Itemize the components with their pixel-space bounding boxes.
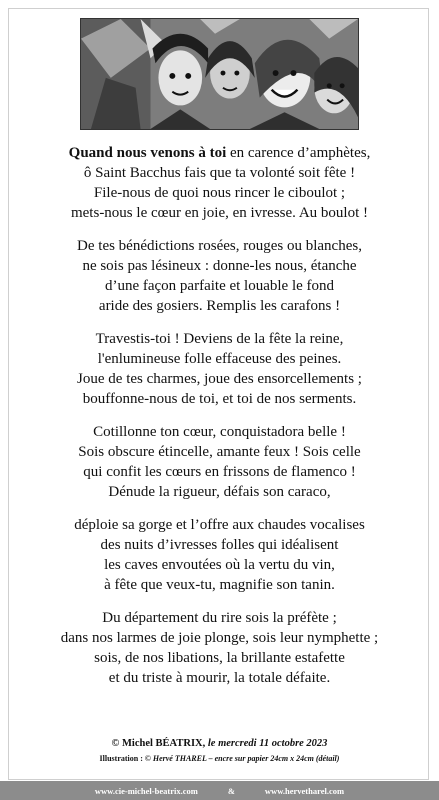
stanza-1 bbox=[0, 143, 439, 223]
poem-line bbox=[0, 143, 439, 163]
poem-line: Joue de tes charmes, joue des ensorcellements ; bbox=[77, 371, 362, 387]
author-credit bbox=[0, 738, 439, 749]
stanza-6 bbox=[0, 608, 439, 688]
poem bbox=[0, 143, 439, 701]
author-name: © Michel BÉATRIX, bbox=[111, 738, 206, 749]
poem-line: De tes bénédictions rosées, rouges ou blanches, bbox=[77, 238, 362, 254]
poem-line: l'enlumineuse folle effaceuse des peines. bbox=[97, 351, 342, 367]
poem-line: Du département du rire sois la préfète ; bbox=[102, 610, 337, 626]
poem-line: Travestis-toi ! Deviens de la fête la reine, bbox=[95, 331, 344, 347]
footer-link-herve-tharel[interactable]: www.hervetharel.com bbox=[264, 785, 345, 796]
poem-line: qui confit les cœurs en frissons de flamenco ! bbox=[83, 464, 356, 480]
poem-line: dans nos larmes de joie plonge, sois leur nymphette ; bbox=[60, 630, 379, 646]
poem-line: mets-nous le cœur en joie, en ivresse. Au boulot ! bbox=[70, 205, 369, 221]
illustration-credit bbox=[0, 754, 439, 763]
stanza-2 bbox=[0, 236, 439, 316]
carnival-faces-illustration bbox=[80, 18, 359, 130]
poem-line: des nuits d’ivresses folles qui idéalisent bbox=[100, 537, 339, 553]
poem-line: à fête que veux-tu, magnifie son tanin. bbox=[104, 577, 335, 593]
poem-line: Cotillonne ton cœur, conquistadora belle ! bbox=[93, 424, 346, 440]
poem-line: déploie sa gorge et l’offre aux chaudes vocalises bbox=[74, 517, 365, 533]
stanza-5 bbox=[0, 515, 439, 595]
footer-separator: & bbox=[227, 785, 235, 796]
poem-line: d’une façon parfaite et louable le fond bbox=[104, 278, 335, 294]
poem-title-emphasis: Quand nous venons à toi bbox=[68, 145, 227, 161]
poem-line: aride des gosiers. Remplis les carafons ! bbox=[98, 298, 341, 314]
author-date: le mercredi 11 octobre 2023 bbox=[207, 738, 328, 749]
poem-line: et du triste à mourir, la totale défaite. bbox=[108, 670, 331, 686]
poem-line: bouffonne-nous de toi, et toi de nos serments. bbox=[82, 391, 357, 407]
poem-line-rest: en carence d’amphètes, bbox=[226, 145, 371, 161]
footer-bar bbox=[0, 781, 439, 800]
illustration-credit-label: Illustration : bbox=[99, 754, 145, 763]
poem-line: ô Saint Bacchus fais que ta volonté soit fête ! bbox=[83, 165, 356, 181]
carnival-faces-illustration-icon bbox=[81, 19, 358, 129]
stanza-3 bbox=[0, 329, 439, 409]
poem-line: File-nous de quoi nous rincer le ciboulot ; bbox=[93, 185, 346, 201]
poem-line: Dénude la rigueur, défais son caraco, bbox=[108, 484, 331, 500]
poem-line: Sois obscure étincelle, amante feux ! Sois celle bbox=[78, 444, 361, 460]
stanza-4 bbox=[0, 422, 439, 502]
poem-line: les caves envoutées où la vertu du vin, bbox=[104, 557, 335, 573]
poem-line: ne sois pas lésineux : donne-les nous, étanche bbox=[82, 258, 357, 274]
footer-link-michel-beatrix[interactable]: www.cie-michel-beatrix.com bbox=[94, 785, 198, 796]
poem-line: sois, de nos libations, la brillante estafette bbox=[94, 650, 345, 666]
illustration-credit-text: © Hervé THAREL – encre sur papier 24cm x 24cm (détail) bbox=[144, 754, 340, 763]
